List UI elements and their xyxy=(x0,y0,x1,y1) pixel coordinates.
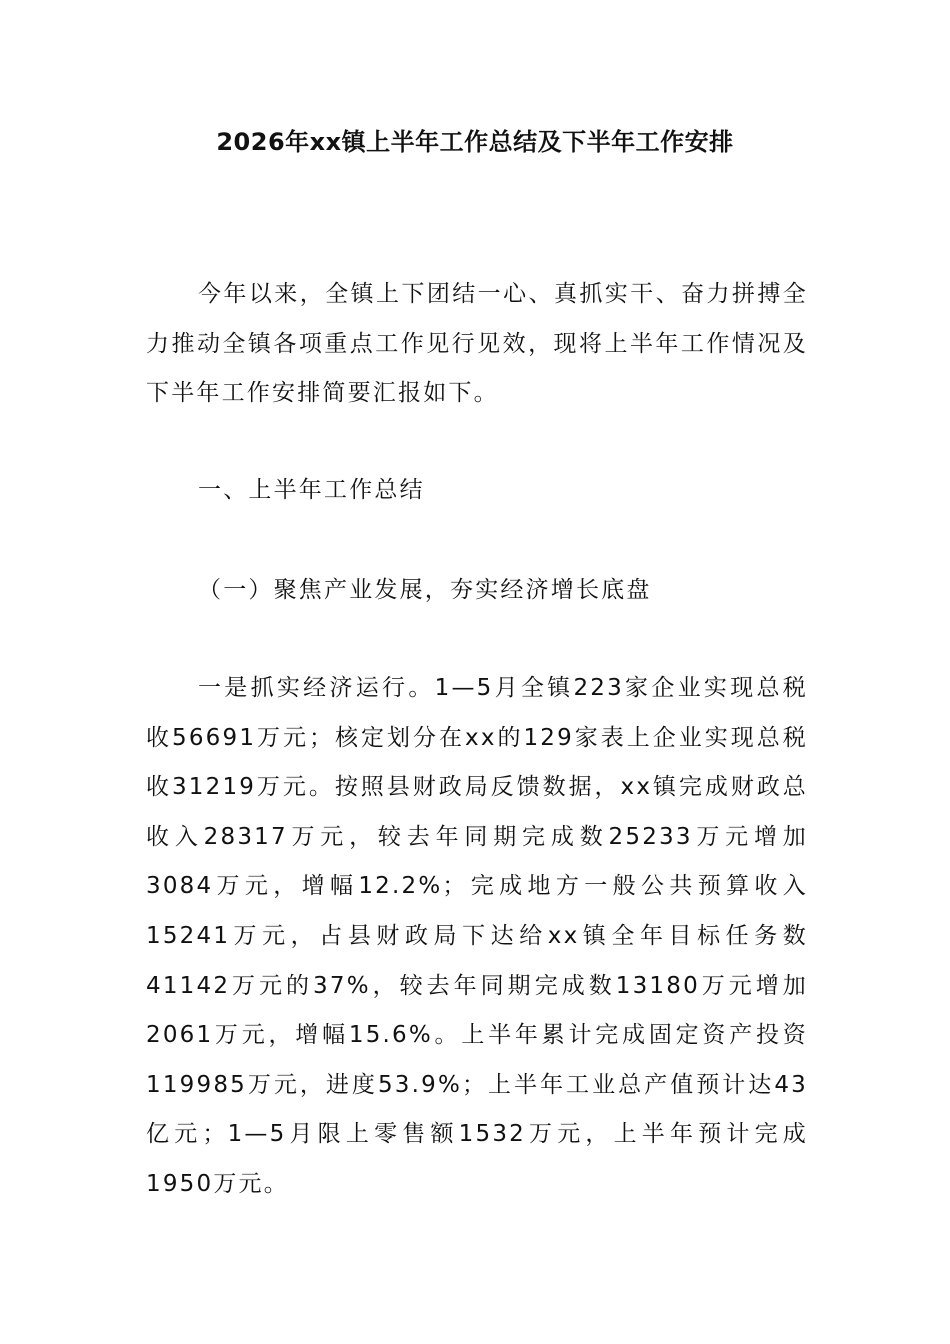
subsection-heading: （一）聚焦产业发展，夯实经济增长底盘 xyxy=(198,577,652,603)
economy-paragraph: 一是抓实经济运行。1—5月全镇223家企业实现总税收56691万元；核定划分在xx的129家表上企业实现总税收31219万元。按照县财政局反馈数据，xx镇完成财政总收入28317万元，较去年同期完成数25233万元增加3084万元，增幅12.2%；完成地方一般公共预算收入15241万元，占县财政局下达给xx镇全年目标任务数41142万元的37%，较去年同期完成数13180万元增加2061万元，增幅15.6%。上半年累计完成固定资产投资119985万元，进度53.9%；上半年工业总产值预计达43亿元；1—5月限上零售额1532万元，上半年预计完成1950万元。 xyxy=(146,675,808,1197)
document-title: 2026年xx镇上半年工作总结及下半年工作安排 xyxy=(216,128,734,156)
intro-paragraph: 今年以来，全镇上下团结一心、真抓实干、奋力拼搏全力推动全镇各项重点工作见行见效，现将上半年工作情况及下半年工作安排简要汇报如下。 xyxy=(146,281,808,407)
section-heading: 一、上半年工作总结 xyxy=(198,477,425,503)
